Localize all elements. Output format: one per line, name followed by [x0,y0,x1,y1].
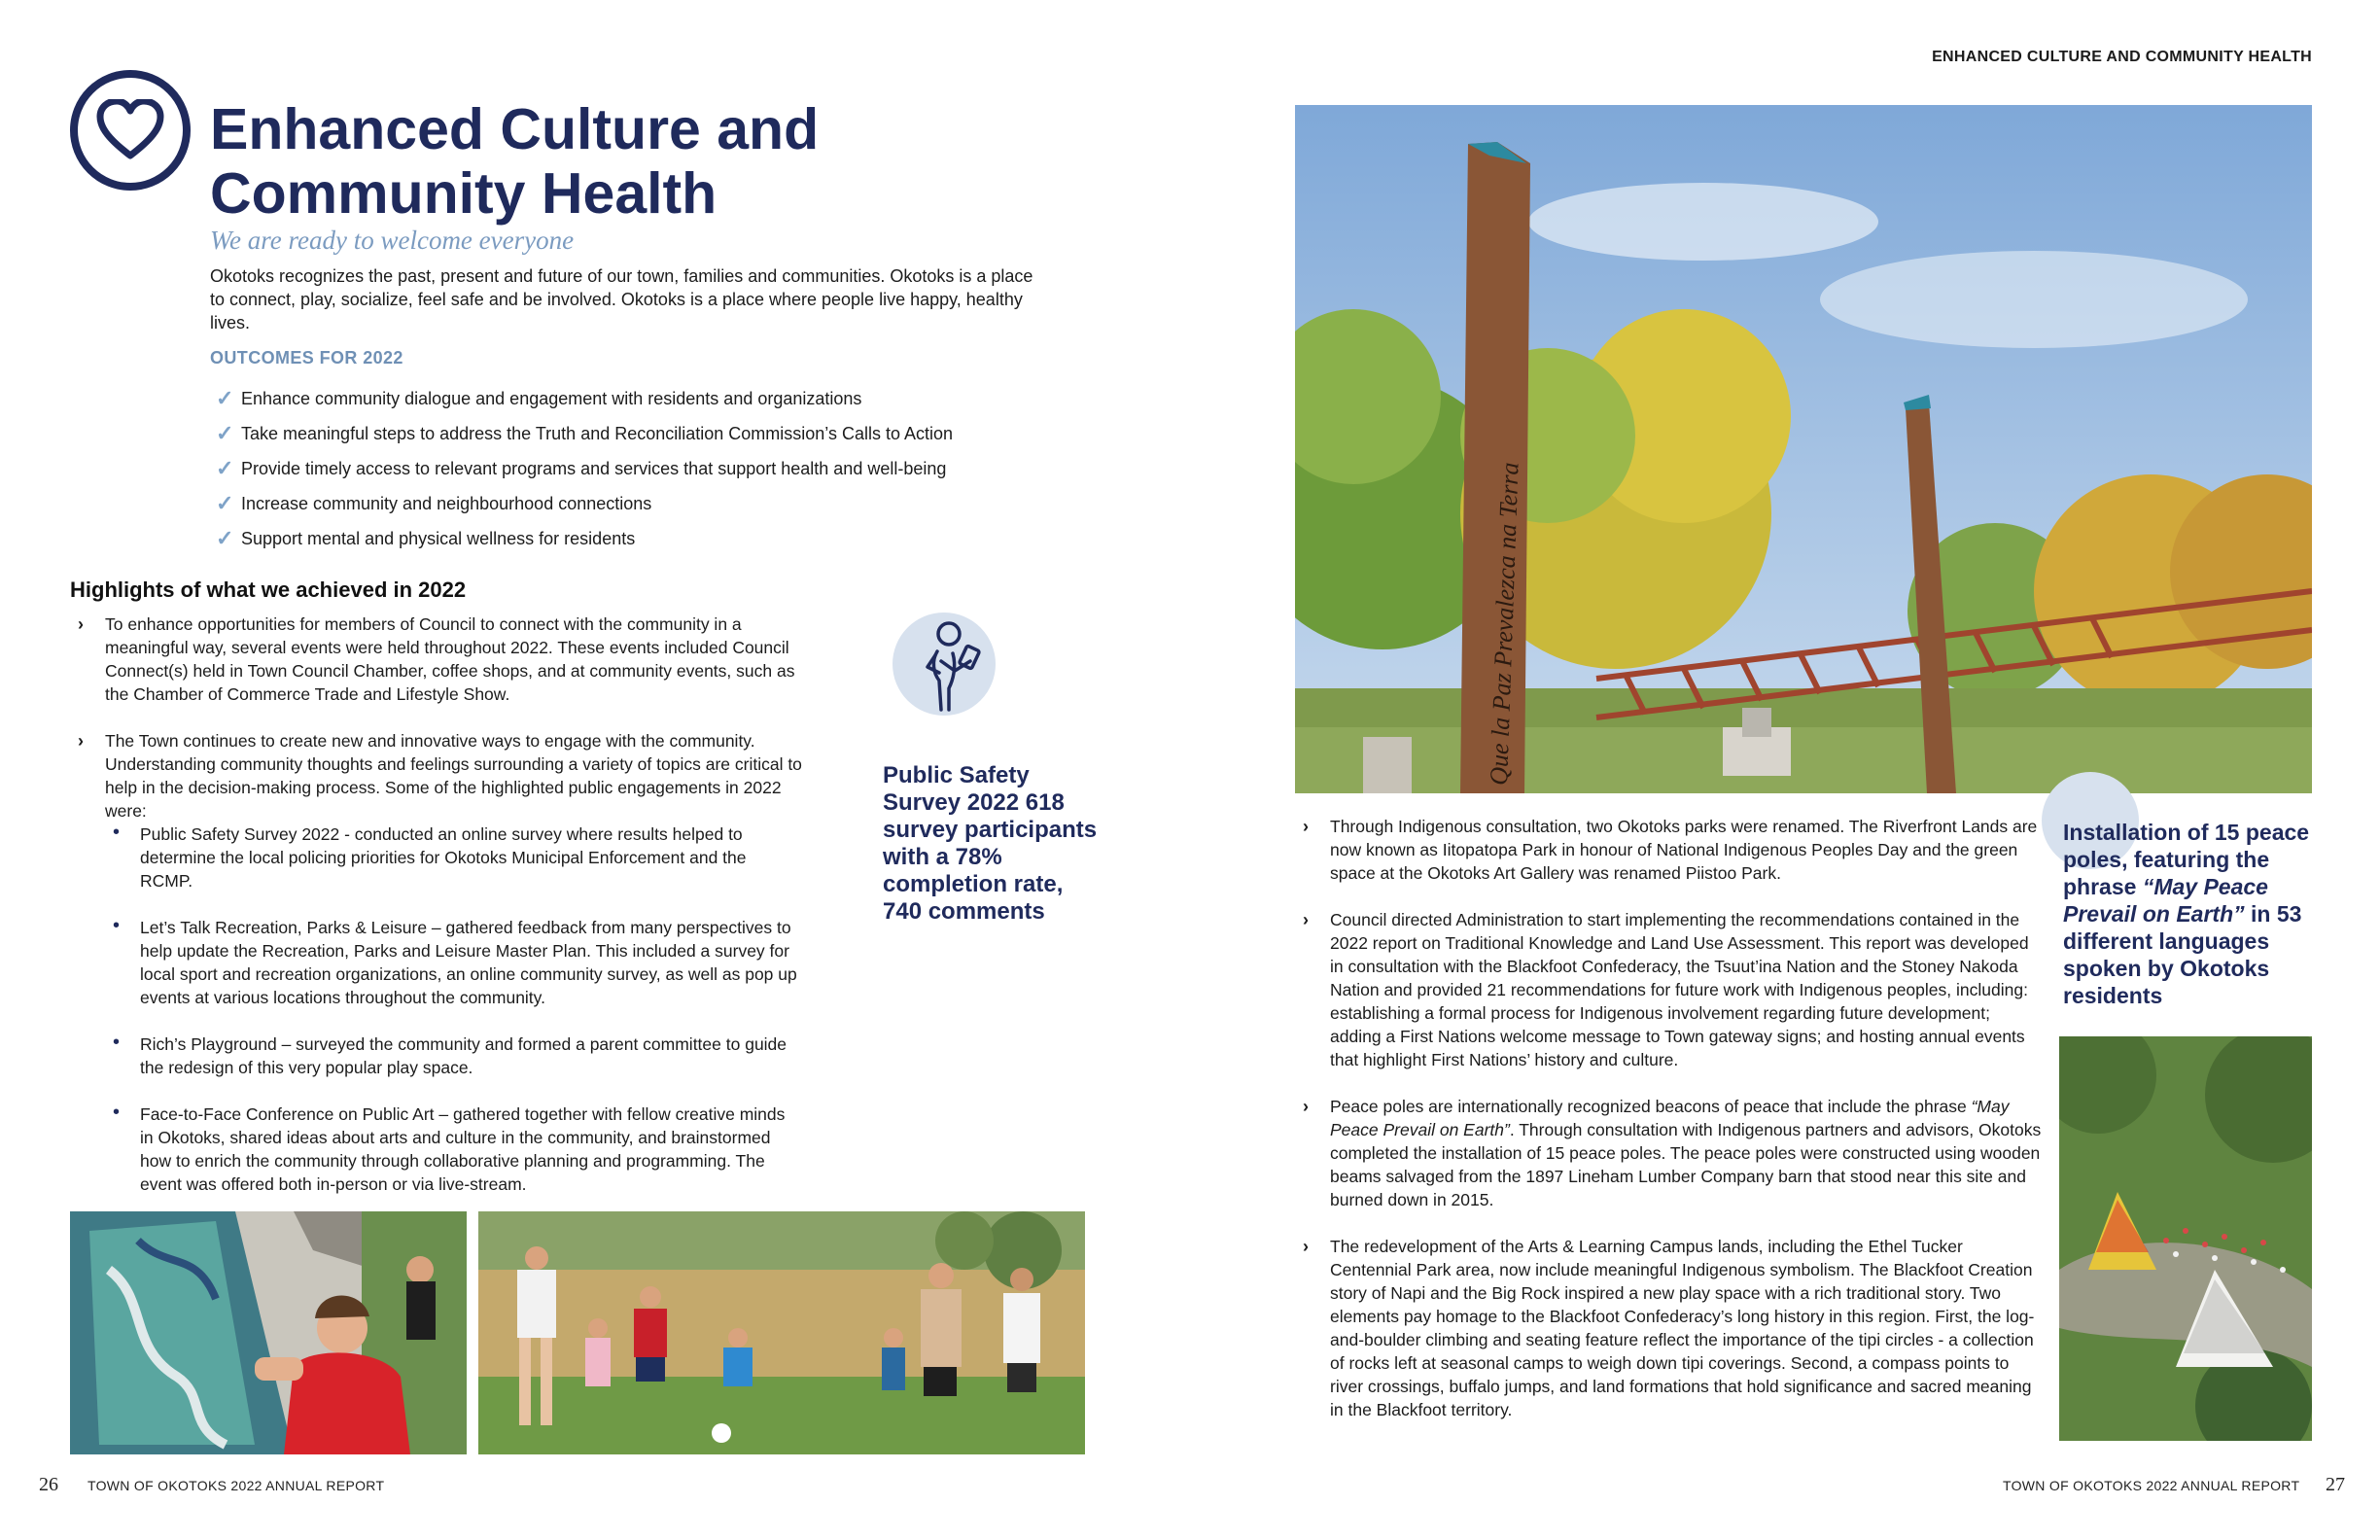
sub-item: • Public Safety Survey 2022 - conducted an online survey where results helped to determine the local policing priorities for Okotoks Municipal Enforcement and the RCMP. [113,822,747,891]
outcome-item: ✓ Enhance community dialogue and engagement with residents and organizations [216,386,862,410]
check-icon: ✓ [216,491,234,515]
page-number-left: 26 [39,1474,58,1495]
check-icon: ✓ [216,526,234,550]
highlight-item: › The Town continues to create new and innovative ways to engage with the community. Understanding community thoughts and feelings surrounding a variety of topics are critical to help in the decision-making process. Some of the highlighted public engagements in 2022 were: [78,731,802,821]
page-title [210,97,1007,226]
highlight-item: › To enhance opportunities for members of Council to connect with the community in a meaningful way, several events were held throughout 2022. These events included Council Connect(s) held in Town Council Chamber, coffee shops, and at community events, such as the Chamber of Commerce Trade and Lifestyle Show. [78,614,795,704]
check-icon: ✓ [216,421,234,445]
page-subtitle: We are ready to welcome everyone [210,226,575,255]
peace-poles-photo [1295,105,2312,793]
sub-item: • Let’s Talk Recreation, Parks & Leisure – gathered feedback from many perspectives to help update the Recreation, Parks and Leisure Master Plan. This included a survey for local sport and recreation organizations, an online community survey, as well as pop up events at various locations throughout the community. [113,915,797,1007]
paragraph-parks-renamed: › Through Indigenous consultation, two Okotoks parks were renamed. The Riverfront Lands are now known as Iitopatopa Park in honour of National Indigenous Peoples Day and the green space at the Okotoks Art Gallery was renamed Piistoo Park. [1303,817,2038,883]
paragraph-arts-campus: › The redevelopment of the Arts & Learning Campus lands, including the Ethel Tucker Centennial Park area, now include meaningful Indigenous symbolism. The Blackfoot Creation story of Napi and the Big Rock inspired a new play space with a rich traditional story. Two elements pay homage to the Blackfoot Confederacy’s long history in this region. First, the log-and-boulder climbing and seating feature reflect the importance of the tipi circles - a collection of rocks left at seasonal camps to weigh down tipi coverings. Second, a compass points to river crossings, buffalo jumps, and land formations that hold significance and sacred meaning in the Blackfoot territory. [1303,1237,2035,1419]
mural-painting-photo [70,1211,467,1454]
paragraph-traditional-knowledge: › Council directed Administration to start implementing the recommendations contained in the 2022 report on Traditional Knowledge and Land Use Assessment. This report was developed in consultation with the Blackfoot Confederacy, the Tsuut’ina Nation and the Stoney Nakoda Nation and provided 21 recommendations for future work with Indigenous peoples, including: establishing a formal process for Indigenous involvement regarding future development; adding a First Nations welcome message to Town gateway signs; and hosting annual events that highlight First Nations’ history and culture. [1303,910,2029,1069]
right-text-column [1303,815,2042,1421]
chevron-right-icon: › [78,731,84,751]
heart-icon [70,70,191,191]
outcomes-label: OUTCOMES FOR 2022 [210,348,403,368]
outcome-item: ✓ Increase community and neighbourhood connections [216,491,652,515]
survey-person-icon [892,612,996,716]
outcome-item: ✓ Provide timely access to relevant programs and services that support health and well-being [216,456,947,480]
survey-stat-callout: Public Safety Survey 2022 618 survey participants with a 78% completion rate, 740 comments [883,762,1098,925]
tipi-aerial-photo [2059,1036,2312,1441]
pole-inscription: Que la Paz Prevalezca na Terra [1485,461,1524,787]
check-icon: ✓ [216,386,234,410]
outcomes-list [216,381,1071,556]
highlights-column [78,612,817,1196]
chevron-right-icon: › [1303,1097,1309,1116]
outcome-item: ✓ Take meaningful steps to address the Truth and Reconciliation Commission’s Calls to Action [216,421,954,445]
kids-soccer-photo [478,1211,1085,1454]
paragraph-peace-poles: › Peace poles are internationally recognized beacons of peace that include the phrase “May Peace Prevail on Earth”. Through consultation with Indigenous partners and advisors, Okotoks completed the installation of 15 peace poles. The peace poles were constructed using wooden beams salvaged from the 1897 Lineham Lumber Company barn that stood near this site and burned down in 2015. [1303,1097,2042,1209]
chevron-right-icon: › [1303,910,1309,929]
sub-item: • Face-to-Face Conference on Public Art – gathered together with fellow creative minds in Okotoks, shared ideas about arts and culture in the community, and brainstormed how to enrich the community through collaborative planning and programming. The event was offered both in-person or via live-stream. [113,1102,786,1194]
chevron-right-icon: › [78,614,84,634]
chevron-right-icon: › [1303,1237,1309,1256]
title-line-1: Enhanced Culture and [210,97,820,161]
check-icon: ✓ [216,456,234,480]
peace-poles-callout: Installation of 15 peace poles, featuring the phrase “May Peace Prevail on Earth” in 53 different languages spoken by Okotoks residents [2063,820,2310,1008]
title-line-2: Community Health [210,161,718,226]
running-head: ENHANCED CULTURE AND COMMUNITY HEALTH [1932,49,2312,65]
sub-item: • Rich’s Playground – surveyed the community and formed a parent committee to guide the redesign of this very popular play space. [113,1032,788,1077]
footer-label-right: TOWN OF OKOTOKS 2022 ANNUAL REPORT [2003,1478,2300,1493]
page-number-right: 27 [2326,1474,2345,1495]
chevron-right-icon: › [1303,817,1309,836]
outcome-item: ✓ Support mental and physical wellness for residents [216,526,636,550]
intro-paragraph: Okotoks recognizes the past, present and future of our town, families and communities. Okotoks is a place to connect, play, socialize, feel safe and be involved. Okotoks is a place where people live happy, healthy lives. [210,266,1033,332]
highlights-heading: Highlights of what we achieved in 2022 [70,578,467,602]
footer-label-left: TOWN OF OKOTOKS 2022 ANNUAL REPORT [88,1478,385,1493]
